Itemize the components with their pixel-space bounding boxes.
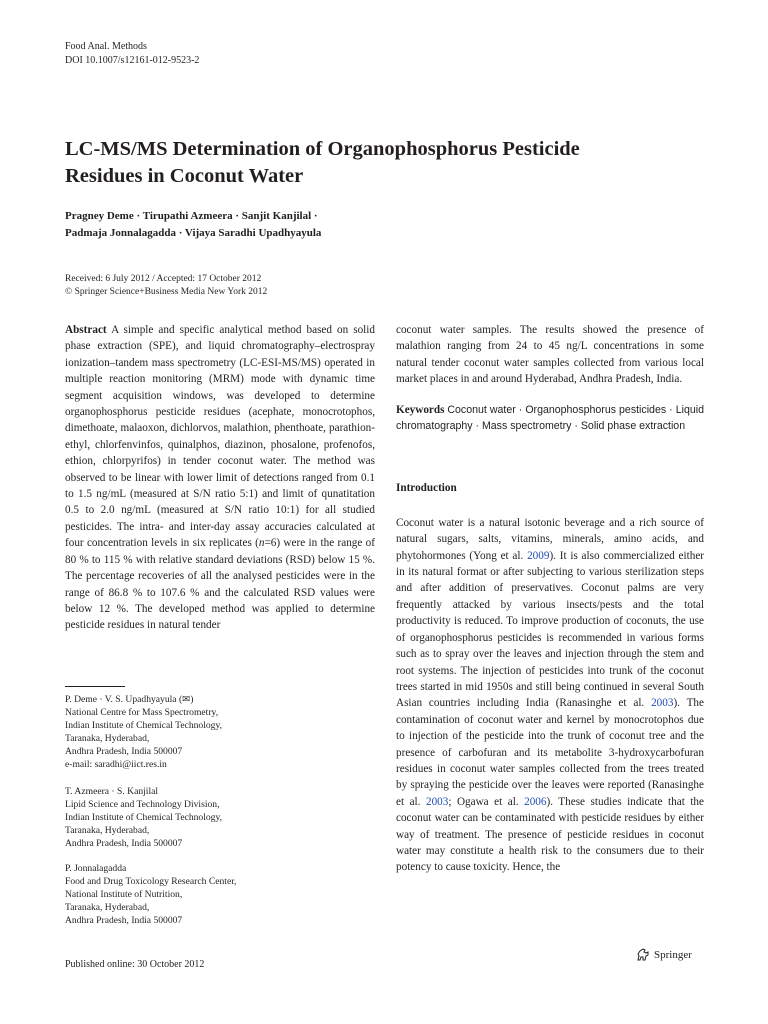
springer-horse-icon [636, 948, 650, 962]
abstract-section [65, 322, 375, 634]
keywords-text: Coconut water · Organophosphorus pesticides · Liquid chromatography · Mass spectrometry · Solid phase extraction [396, 403, 704, 433]
citation-link[interactable]: 2003 [651, 697, 674, 710]
affil-line: Taranaka, Hyderabad, [65, 733, 150, 744]
citation-link[interactable]: 2003 [425, 795, 449, 808]
author-list [65, 208, 705, 242]
publisher-logo [636, 948, 692, 962]
email-link[interactable]: e-mail: saradhi@iict.res.in [65, 759, 167, 770]
title-line-1: LC-MS/MS Determination of Organophosphorus Pesticide [65, 138, 580, 160]
journal-name: Food Anal. Methods [65, 41, 147, 52]
intro-text-5: ). These studies indicate that the coconut water can be contaminated with pesticide residues by either way of treatment. The presence of pesticide residues in coconut water may constitute a health risk to the consumers due to their potency to cause toxicity. Hence, the [396, 795, 704, 874]
right-column [396, 322, 704, 876]
affil-line: Indian Institute of Chemical Technology, [65, 720, 223, 731]
abstract-continued: coconut water samples. The results showed the presence of malathion ranging from 24 to 45 ng/L concentrations in some natural tender coconut water samples collected from various local market places in and around Hyderabad, Andhra Pradesh, India. [396, 324, 704, 386]
authors-line-2: Padmaja Jonnalagadda · Vijaya Saradhi Upadhyayula [65, 227, 322, 239]
affil-line: Lipid Science and Technology Division, [65, 799, 220, 810]
intro-text-3: ). The contamination of coconut water and kernel by monocrotophos due to injection of the pesticide into the trunk of coconut tree and the presence of carbofuran and its metabolite 3-hydroxycarbofuran residues in coconut water samples collected from the trees treated by spraying the pesticide over the leaves were reported (Ranasinghe et al. [396, 697, 704, 808]
affil-line: Andhra Pradesh, India 500007 [65, 838, 183, 849]
intro-text-4: ; Ogawa et al. [448, 795, 525, 808]
affiliation-block [65, 693, 375, 771]
intro-text-2: ). It is also commercialized either in its natural format or after subjecting to various sterilization steps and after addition of preservatives. Coconut palms are very frequently attacked by various insects/pests and the total productivity is reduced. To improve production of coconuts, the use of organophosphorus pesticides is recommended in various forms such as to spray over the leaves and injection through the stem and root systems. The injection of pesticides into trunk of the coconut trees started in mid 1950s and still being continued in several South Asian countries including India (Ranasinghe et al. [396, 549, 705, 710]
affil-line: Taranaka, Hyderabad, [65, 825, 150, 836]
article-title [65, 136, 705, 190]
affiliation-block [65, 862, 375, 927]
affil-line: T. Azmeera · S. Kanjilal [65, 786, 159, 797]
keywords-label: Keywords [396, 403, 445, 416]
article-dates [65, 273, 705, 299]
affil-line: Food and Drug Toxicology Research Center, [65, 876, 237, 887]
affil-line: Indian Institute of Chemical Technology, [65, 812, 223, 823]
introduction-body [396, 515, 704, 876]
footnote-divider [65, 686, 125, 687]
published-online: Published online: 30 October 2012 [65, 959, 205, 970]
citation-link[interactable]: 2009 [527, 549, 550, 562]
citation-link[interactable]: 2006 [524, 795, 547, 808]
received-accepted: Received: 6 July 2012 / Accepted: 17 October 2012 [65, 274, 262, 284]
title-line-2: Residues in Coconut Water [65, 165, 304, 187]
affil-line: P. Jonnalagadda [65, 863, 127, 874]
abstract-n-italic: n [258, 537, 265, 550]
abstract-text-1: A simple and specific analytical method based on solid phase extraction (SPE), and liquid chromatography–electrospray ionization–tandem mass spectrometry (LC-ESI-MS/MS) operated in multiple reaction monitoring (MRM) mode with dynamic time segment acquisition windows, was developed to determine organophosphorus pesticide residues (acephate, monocrotophos, dimethoate, malaoxon, dichlorvos, malathion, phenthoate, parathion-ethyl, chlorfenvinfos, quinalphos, diazinon, phosalone, profenofos, ethion, chlorpyrifos) in tender coconut water. The method was observed to be linear with lower limit of detections ranged from 0.1 to 1.5 ng/mL (measured at S/N ratio 5:1) and limit of qunatitation 0.5 to 2.0 ng/mL (measured at S/N ratio 10:1) for all studied pesticides. The intra- and inter-day assay accuracies calculated at four concentration levels in six replicates ( [65, 324, 375, 550]
publisher-name: Springer [654, 949, 692, 961]
intro-text-1: Coconut water is a natural isotonic beverage and a rich source of natural sugars, salts, vitamins, minerals, amino acids, and phytohormones (Yong et al. [396, 516, 704, 562]
affil-line: Andhra Pradesh, India 500007 [65, 915, 183, 926]
doi[interactable]: DOI 10.1007/s12161-012-9523-2 [65, 55, 200, 66]
introduction-heading: Introduction [396, 482, 457, 495]
affil-line: National Centre for Mass Spectrometry, [65, 707, 219, 718]
affiliation-block [65, 785, 375, 850]
affil-line: National Institute of Nutrition, [65, 889, 183, 900]
abstract-text-2: =6) were in the range of 80 % to 115 % with relative standard deviations (RSD) below 15 %. The percentage recoveries of all the analysed pesticides were in the range of 86.8 % to 107.6 % and the calculated RSD values were below 12 %. The developed method was applied to determine pesticide residues in natural tender [65, 537, 375, 632]
keywords-section [396, 402, 704, 435]
authors-line-1: Pragney Deme · Tirupathi Azmeera · Sanjit Kanjilal · [65, 210, 318, 222]
affil-line: Andhra Pradesh, India 500007 [65, 746, 183, 757]
copyright-notice: © Springer Science+Business Media New York 2012 [65, 287, 268, 297]
affil-line: P. Deme · V. S. Upadhyayula (✉) [65, 694, 194, 705]
affil-line: Taranaka, Hyderabad, [65, 902, 150, 913]
abstract-label: Abstract [65, 324, 107, 336]
